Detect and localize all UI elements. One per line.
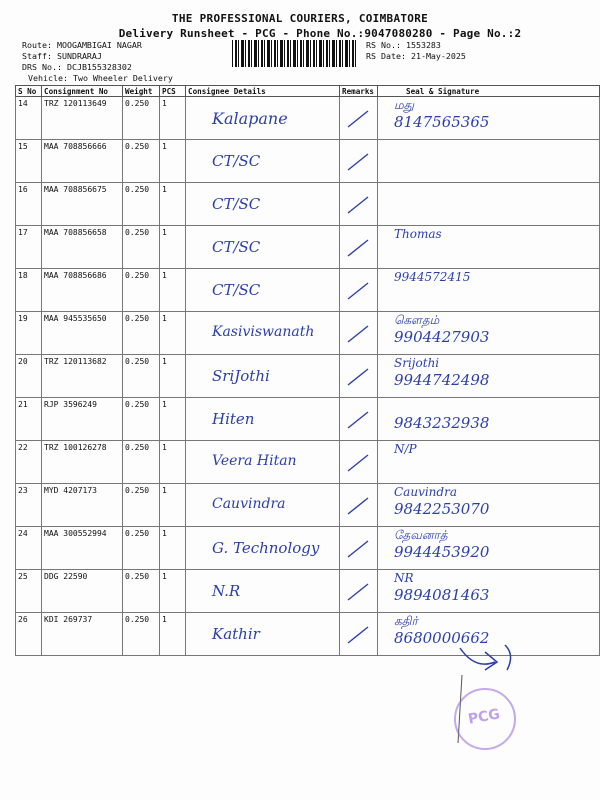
cell-consignment: MAA 708856686 xyxy=(42,269,123,312)
cell-seal-signature xyxy=(378,312,600,355)
cell-weight: 0.250 xyxy=(123,570,160,613)
cell-weight: 0.250 xyxy=(123,398,160,441)
cell-remarks xyxy=(340,484,378,527)
cell-consignment: KDI 269737 xyxy=(42,613,123,656)
cell-remarks xyxy=(340,140,378,183)
cell-seal-signature xyxy=(378,527,600,570)
consignee-handwriting: Veera Hitan xyxy=(212,453,297,469)
cell-consignment: TRZ 100126278 xyxy=(42,441,123,484)
cell-remarks xyxy=(340,527,378,570)
table-row xyxy=(16,312,600,355)
consignee-handwriting: CT/SC xyxy=(212,195,261,213)
signature-handwriting: Cauvindra xyxy=(394,485,457,499)
cell-consignment: DDG 22590 xyxy=(42,570,123,613)
phone-handwriting: 9904427903 xyxy=(394,328,490,346)
table-row xyxy=(16,441,600,484)
check-mark-icon xyxy=(346,236,370,260)
phone-handwriting: 9944453920 xyxy=(394,543,490,561)
cell-consignment: MAA 708856675 xyxy=(42,183,123,226)
cell-remarks xyxy=(340,97,378,140)
signature-handwriting: தேவனாத் xyxy=(394,528,448,542)
cell-pcs: 1 xyxy=(160,613,186,656)
phone-handwriting: 8147565365 xyxy=(394,113,490,131)
table-row xyxy=(16,140,600,183)
check-mark-icon xyxy=(346,408,370,432)
rs-number: RS No.: 1553283 xyxy=(366,40,441,50)
cell-consignee xyxy=(186,570,340,613)
phone-handwriting: 9843232938 xyxy=(394,414,490,432)
cell-weight: 0.250 xyxy=(123,441,160,484)
cell-pcs: 1 xyxy=(160,226,186,269)
cell-seal-signature xyxy=(378,570,600,613)
cell-seal-signature xyxy=(378,484,600,527)
cell-pcs: 1 xyxy=(160,269,186,312)
cell-consignee xyxy=(186,398,340,441)
cell-seal-signature xyxy=(378,183,600,226)
cell-sno: 15 xyxy=(16,140,42,183)
check-mark-icon xyxy=(346,580,370,604)
cell-remarks xyxy=(340,312,378,355)
cell-consignee xyxy=(186,97,340,140)
cell-pcs: 1 xyxy=(160,398,186,441)
phone-handwriting: 9894081463 xyxy=(394,586,490,604)
check-mark-icon xyxy=(346,279,370,303)
cell-weight: 0.250 xyxy=(123,613,160,656)
cell-seal-signature xyxy=(378,355,600,398)
cell-remarks xyxy=(340,226,378,269)
consignee-handwriting: CT/SC xyxy=(212,152,261,170)
check-mark-icon xyxy=(346,150,370,174)
signature-handwriting: NR xyxy=(394,571,414,585)
company-title: THE PROFESSIONAL COURIERS, COIMBATORE xyxy=(171,12,429,25)
col-consignment: Consignment No xyxy=(42,86,123,97)
cell-pcs: 1 xyxy=(160,484,186,527)
consignee-handwriting: N.R xyxy=(212,582,241,600)
cell-consignee xyxy=(186,226,340,269)
consignee-handwriting: Kalapane xyxy=(212,109,288,128)
consignee-handwriting: G. Technology xyxy=(212,539,320,557)
cell-sno: 14 xyxy=(16,97,42,140)
cell-sno: 20 xyxy=(16,355,42,398)
table-row xyxy=(16,527,600,570)
cell-consignment: MAA 708856658 xyxy=(42,226,123,269)
cell-consignment: MYD 4207173 xyxy=(42,484,123,527)
cell-remarks xyxy=(340,183,378,226)
table-row xyxy=(16,226,600,269)
staff-label: Staff: SUNDRARAJ xyxy=(22,51,102,61)
phone-handwriting: 9842253070 xyxy=(394,500,490,518)
col-weight: Weight xyxy=(123,86,160,97)
cell-consignment: MAA 945535650 xyxy=(42,312,123,355)
col-pcs: PCS xyxy=(160,86,186,97)
delivery-table xyxy=(15,85,600,656)
cell-consignment: MAA 300552994 xyxy=(42,527,123,570)
rs-date: RS Date: 21-May-2025 xyxy=(366,51,466,61)
consignee-handwriting: Cauvindra xyxy=(212,496,286,512)
company-stamp xyxy=(454,688,516,750)
cell-weight: 0.250 xyxy=(123,140,160,183)
consignee-handwriting: Hiten xyxy=(212,410,255,428)
check-mark-icon xyxy=(346,537,370,561)
cell-sno: 21 xyxy=(16,398,42,441)
signature-handwriting: கதிர் xyxy=(394,614,418,628)
cell-seal-signature xyxy=(378,441,600,484)
cell-weight: 0.250 xyxy=(123,97,160,140)
signature-handwriting: Thomas xyxy=(394,227,442,241)
check-mark-icon xyxy=(346,365,370,389)
cell-sno: 23 xyxy=(16,484,42,527)
cell-consignment: TRZ 120113682 xyxy=(42,355,123,398)
cell-remarks xyxy=(340,355,378,398)
cell-consignee xyxy=(186,484,340,527)
cell-consignee xyxy=(186,312,340,355)
cell-pcs: 1 xyxy=(160,441,186,484)
cell-consignment: TRZ 120113649 xyxy=(42,97,123,140)
consignee-handwriting: SriJothi xyxy=(212,367,270,385)
cell-sno: 16 xyxy=(16,183,42,226)
check-mark-icon xyxy=(346,322,370,346)
cell-weight: 0.250 xyxy=(123,269,160,312)
cell-consignment: MAA 708856666 xyxy=(42,140,123,183)
cell-consignee xyxy=(186,140,340,183)
cell-seal-signature xyxy=(378,226,600,269)
cell-sno: 19 xyxy=(16,312,42,355)
cell-pcs: 1 xyxy=(160,183,186,226)
consignee-handwriting: Kathir xyxy=(212,625,260,643)
phone-handwriting: 8680000662 xyxy=(394,629,490,647)
route-label: Route: MOOGAMBIGAI NAGAR xyxy=(22,40,142,50)
table-row xyxy=(16,398,600,441)
signature-handwriting: N/P xyxy=(394,442,417,456)
cell-sno: 18 xyxy=(16,269,42,312)
cell-consignee xyxy=(186,527,340,570)
signature-handwriting: கௌதம் xyxy=(394,313,440,327)
table-row xyxy=(16,570,600,613)
cell-pcs: 1 xyxy=(160,140,186,183)
cell-pcs: 1 xyxy=(160,97,186,140)
barcode xyxy=(232,40,358,67)
cell-consignee xyxy=(186,355,340,398)
col-consignee: Consignee Details xyxy=(186,86,340,97)
cell-consignee xyxy=(186,269,340,312)
cell-pcs: 1 xyxy=(160,527,186,570)
cell-pcs: 1 xyxy=(160,355,186,398)
consignee-handwriting: Kasiviswanath xyxy=(212,324,315,340)
cell-sno: 25 xyxy=(16,570,42,613)
cell-remarks xyxy=(340,441,378,484)
cell-seal-signature xyxy=(378,398,600,441)
table-body xyxy=(16,97,600,656)
consignee-handwriting: CT/SC xyxy=(212,238,261,256)
col-sno: S No xyxy=(16,86,42,97)
cell-sno: 22 xyxy=(16,441,42,484)
cell-pcs: 1 xyxy=(160,312,186,355)
table-row xyxy=(16,355,600,398)
cell-sno: 26 xyxy=(16,613,42,656)
table-row xyxy=(16,484,600,527)
vehicle-label: Vehicle: Two Wheeler Delivery xyxy=(28,73,173,83)
cell-weight: 0.250 xyxy=(123,226,160,269)
col-remarks: Remarks xyxy=(340,86,378,97)
check-mark-icon xyxy=(346,107,370,131)
table-row xyxy=(16,269,600,312)
cell-remarks xyxy=(340,570,378,613)
drs-label: DRS No.: DCJB155328302 xyxy=(22,62,132,72)
cell-weight: 0.250 xyxy=(123,355,160,398)
check-mark-icon xyxy=(346,193,370,217)
check-mark-icon xyxy=(346,494,370,518)
cell-consignment: RJP 3596249 xyxy=(42,398,123,441)
cell-sno: 24 xyxy=(16,527,42,570)
runsheet-subtitle: Delivery Runsheet - PCG - Phone No.:9047080280 - Page No.:2 xyxy=(118,27,522,40)
cell-weight: 0.250 xyxy=(123,312,160,355)
cell-seal-signature xyxy=(378,97,600,140)
cell-seal-signature xyxy=(378,269,600,312)
cell-consignee xyxy=(186,613,340,656)
cell-seal-signature xyxy=(378,140,600,183)
check-mark-icon xyxy=(346,451,370,475)
col-seal: Seal & Signature xyxy=(378,86,600,97)
cell-sno: 17 xyxy=(16,226,42,269)
table-row xyxy=(16,97,600,140)
cell-remarks xyxy=(340,613,378,656)
cell-pcs: 1 xyxy=(160,570,186,613)
table-row xyxy=(16,183,600,226)
consignee-handwriting: CT/SC xyxy=(212,281,261,299)
stamp-text: PCG xyxy=(466,706,502,728)
table-header-row xyxy=(16,86,600,97)
cell-remarks xyxy=(340,398,378,441)
cell-consignee xyxy=(186,183,340,226)
cell-consignee xyxy=(186,441,340,484)
arrow-scribble xyxy=(455,640,525,680)
check-mark-icon xyxy=(346,623,370,647)
cell-weight: 0.250 xyxy=(123,527,160,570)
phone-handwriting: 9944742498 xyxy=(394,371,490,389)
signature-handwriting: மது xyxy=(394,98,415,112)
signature-handwriting: Srijothi xyxy=(394,356,440,370)
cell-weight: 0.250 xyxy=(123,183,160,226)
cell-remarks xyxy=(340,269,378,312)
cell-weight: 0.250 xyxy=(123,484,160,527)
signature-handwriting: 9944572415 xyxy=(394,270,471,284)
